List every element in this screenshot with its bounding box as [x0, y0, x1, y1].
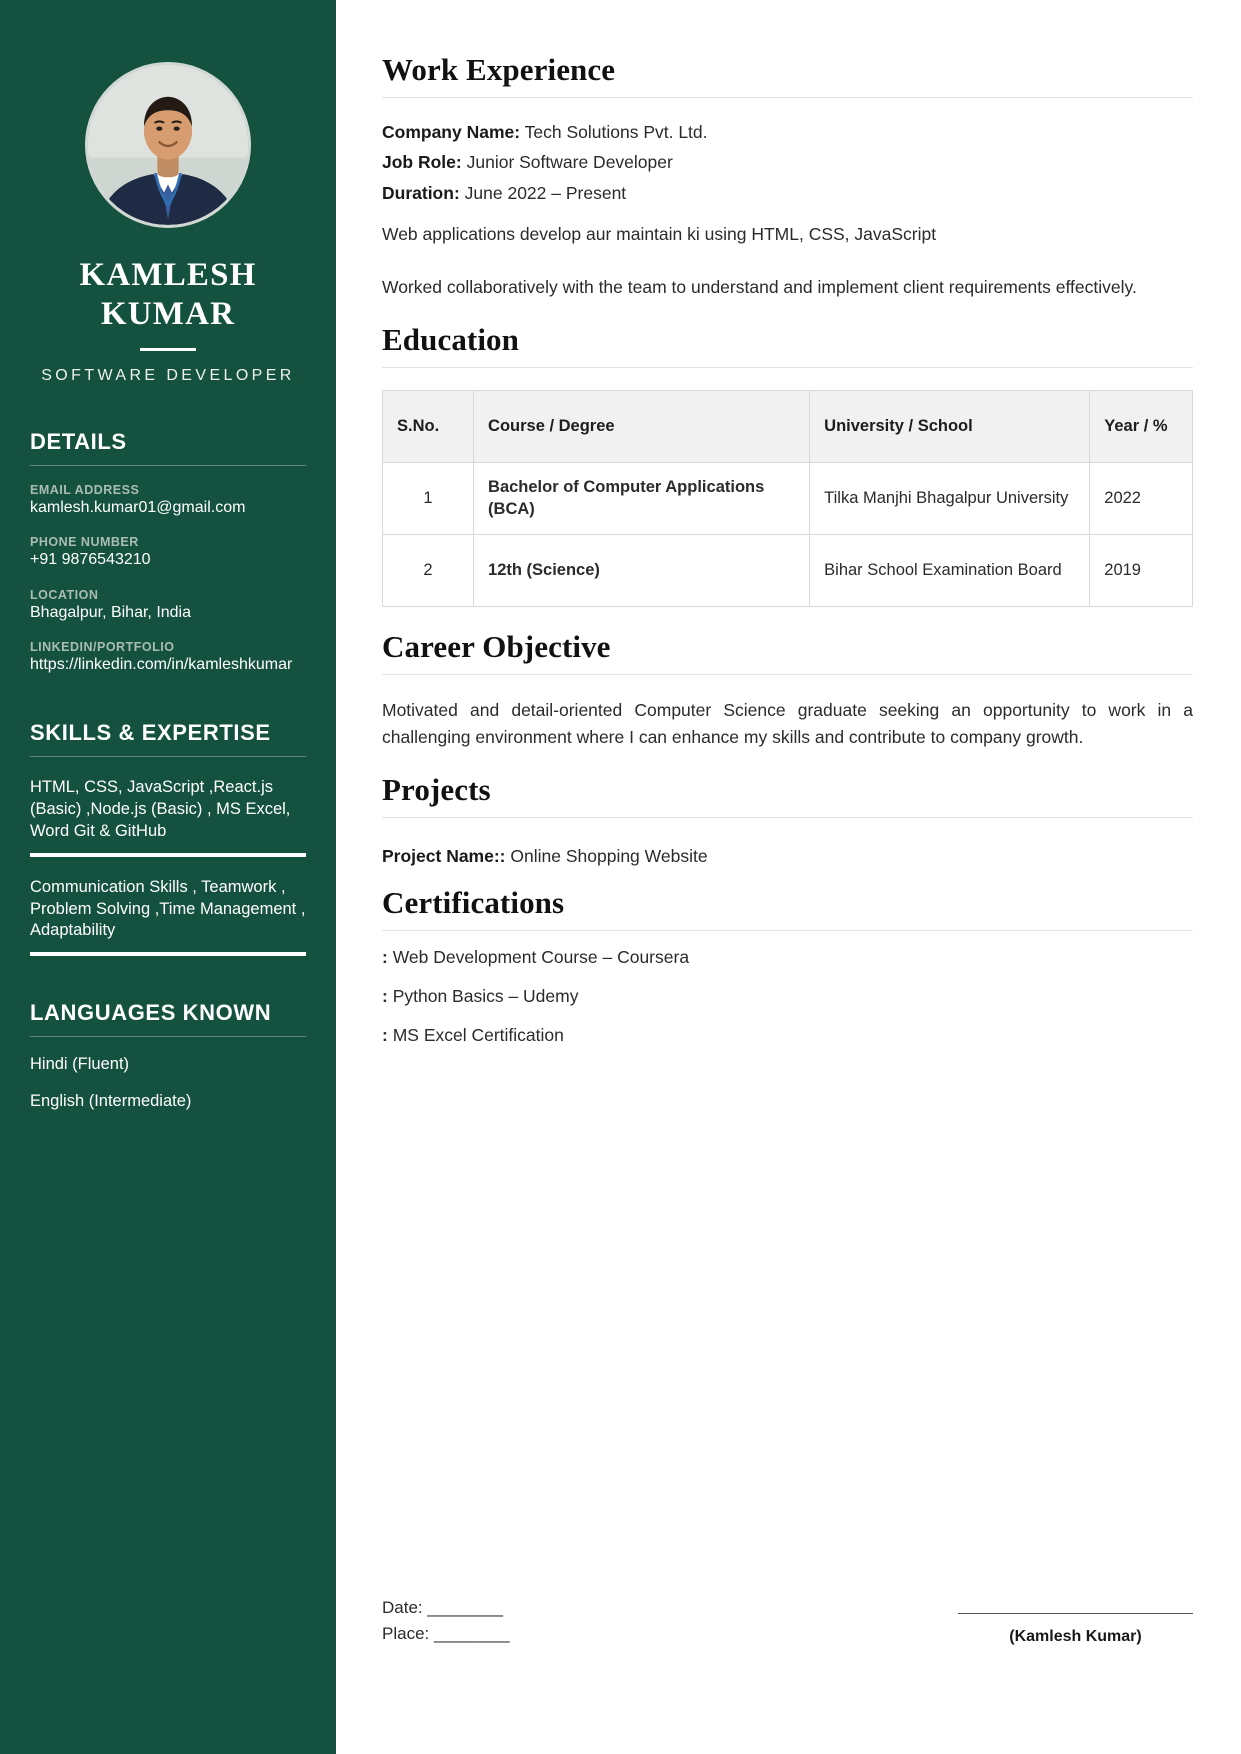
skills-heading: SKILLS & EXPERTISE	[30, 719, 271, 745]
column-header-year: Year / %	[1090, 391, 1193, 463]
certification-item	[382, 1022, 1193, 1048]
projects-heading: Projects	[382, 772, 491, 808]
column-header-university: University / School	[810, 391, 1090, 463]
certification-prefix: :	[382, 986, 388, 1006]
education-heading: Education	[382, 322, 519, 358]
work-bullet-2: Worked collaboratively with the team to understand and implement client requirements effectively.	[382, 276, 1137, 297]
work-company	[382, 118, 1193, 146]
certification-item	[382, 944, 1193, 970]
projects-section	[382, 772, 1193, 870]
certification-text: Web Development Course – Coursera	[392, 946, 690, 967]
certifications-divider	[382, 930, 1193, 931]
column-header-course: Course / Degree	[474, 391, 810, 463]
certification-item	[382, 983, 1193, 1009]
detail-phone	[30, 535, 306, 570]
education-table	[382, 390, 1193, 607]
cell-course: 12th (Science)	[474, 535, 810, 607]
cell-year: 2019	[1090, 535, 1193, 607]
work-experience-section	[382, 52, 1193, 300]
education-table-body	[383, 463, 1193, 607]
table-row	[383, 535, 1193, 607]
footer-date: Date: ________	[382, 1598, 503, 1617]
languages-section	[0, 1000, 336, 1111]
detail-location-value: Bhagalpur, Bihar, India	[30, 603, 192, 621]
signature-block	[958, 1613, 1193, 1646]
detail-linkedin	[30, 640, 306, 675]
detail-phone-label: PHONE NUMBER	[30, 535, 139, 550]
certifications-heading: Certifications	[382, 884, 565, 920]
detail-location-label: LOCATION	[30, 587, 99, 602]
detail-linkedin-value[interactable]: https://linkedin.com/in/kamleshkumar	[30, 656, 293, 674]
details-section	[0, 429, 336, 676]
skill-block-technical	[30, 777, 306, 857]
detail-email-value[interactable]: kamlesh.kumar01@gmail.com	[30, 498, 246, 516]
footer-place: Place: ________	[382, 1623, 510, 1643]
project-name-value: Online Shopping Website	[510, 846, 708, 867]
work-company-value: Tech Solutions Pvt. Ltd.	[524, 122, 708, 142]
profile-photo-icon	[88, 65, 248, 225]
languages-heading-divider	[30, 1036, 306, 1037]
work-duration	[382, 179, 1193, 207]
name-line-2: KUMAR	[100, 295, 236, 332]
job-title: SOFTWARE DEVELOPER	[41, 366, 295, 384]
work-role	[382, 148, 1193, 176]
skills-heading-divider	[30, 756, 306, 757]
work-role-value: Junior Software Developer	[466, 152, 673, 173]
table-header-row	[383, 391, 1193, 463]
certification-text: Python Basics – Udemy	[392, 986, 579, 1006]
cell-university: Tilka Manjhi Bhagalpur University	[810, 463, 1090, 535]
details-heading: DETAILS	[30, 428, 127, 454]
footer	[382, 1595, 1193, 1646]
cell-sno: 1	[383, 463, 474, 535]
certification-prefix: :	[382, 946, 388, 967]
skill-divider-2	[30, 952, 306, 956]
work-company-label: Company Name:	[382, 122, 521, 142]
cell-university: Bihar School Examination Board	[810, 535, 1090, 607]
career-objective-heading: Career Objective	[382, 629, 611, 665]
project-name-label: Project Name::	[382, 846, 506, 867]
candidate-name	[0, 256, 336, 334]
table-row	[383, 463, 1193, 535]
signature-line	[958, 1613, 1193, 1614]
education-table-head	[383, 391, 1193, 463]
column-header-sno: S.No.	[383, 391, 474, 463]
main-content	[336, 0, 1241, 1754]
avatar	[85, 62, 251, 228]
work-bullet-1: Web applications develop aur maintain ki using HTML, CSS, JavaScript	[382, 224, 937, 245]
skill-divider-1	[30, 853, 306, 857]
language-item: Hindi (Fluent)	[30, 1055, 130, 1074]
certification-prefix: :	[382, 1025, 388, 1046]
skill-block-soft	[30, 877, 306, 957]
name-line-1: KAMLESH	[79, 257, 257, 293]
cell-sno: 2	[383, 535, 474, 607]
skill-text-soft: Communication Skills , Teamwork , Problem Solving ,Time Management , Adaptability	[30, 877, 306, 940]
project-entry	[382, 842, 1193, 870]
work-duration-value: June 2022 – Present	[464, 182, 627, 203]
footer-date-place	[382, 1595, 510, 1646]
certification-text: MS Excel Certification	[392, 1025, 564, 1046]
languages-heading: LANGUAGES KNOWN	[30, 1000, 272, 1026]
career-objective-section	[382, 629, 1193, 750]
work-role-label: Job Role:	[382, 152, 462, 173]
name-divider	[140, 348, 196, 351]
detail-phone-value[interactable]: +91 9876543210	[30, 551, 151, 569]
language-item: English (Intermediate)	[30, 1092, 192, 1111]
career-objective-text: Motivated and detail-oriented Computer Science graduate seeking an opportunity to work in a challenging environment where I can enhance my skills and contribute to company growth.	[382, 700, 1193, 747]
sidebar	[0, 0, 336, 1754]
avatar-container	[0, 0, 336, 228]
skills-section	[0, 720, 336, 957]
education-divider	[382, 367, 1193, 368]
skill-text-technical: HTML, CSS, JavaScript ,React.js (Basic) ,Node.js (Basic) , MS Excel, Word Git & GitHub	[30, 777, 291, 840]
certifications-section	[382, 885, 1193, 1049]
work-duration-label: Duration:	[382, 182, 460, 203]
education-section	[382, 322, 1193, 607]
details-heading-divider	[30, 465, 306, 466]
cell-year: 2022	[1090, 463, 1193, 535]
detail-email-label: EMAIL ADDRESS	[30, 482, 140, 497]
detail-email	[30, 483, 306, 518]
detail-location	[30, 588, 306, 623]
signature-name: (Kamlesh Kumar)	[1009, 1628, 1142, 1645]
work-experience-heading: Work Experience	[382, 52, 616, 87]
detail-linkedin-label: LINKEDIN/PORTFOLIO	[30, 640, 175, 655]
cell-course: Bachelor of Computer Applications (BCA)	[474, 463, 810, 535]
